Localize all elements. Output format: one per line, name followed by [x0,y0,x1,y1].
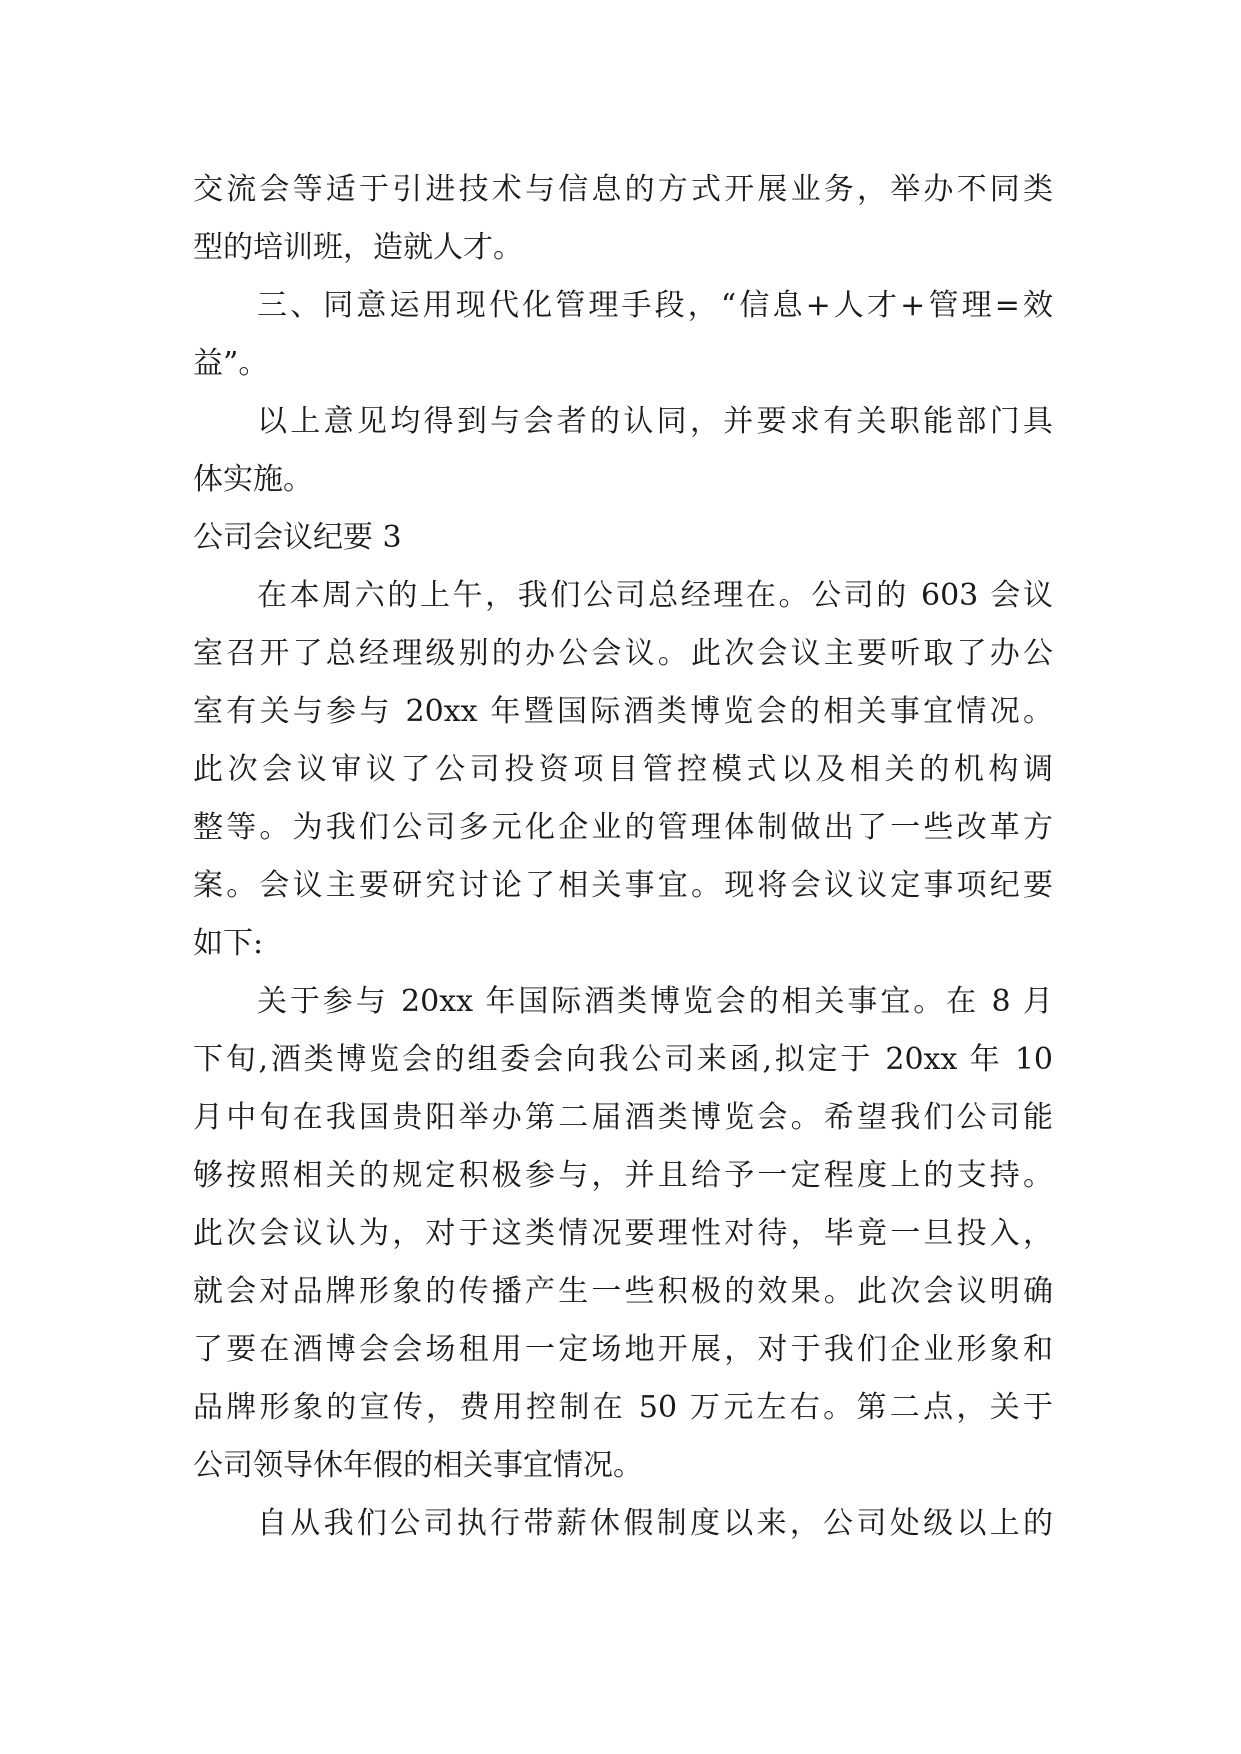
text-line: 月中旬在我国贵阳举办第二届酒类博览会。希望我们公司能 [193,1100,1053,1135]
document-body [193,161,1053,1553]
text-line: 自从我们公司执行带薪休假制度以来，公司处级以上的 [257,1506,1053,1541]
text-line: 如下: [193,926,264,961]
text-line: 益”。 [193,346,269,381]
text-line: 下旬,酒类博览会的组委会向我公司来函,拟定于 20xx 年 10 [193,1042,1053,1077]
text-line: 交流会等适于引进技术与信息的方式开展业务，举办不同类 [193,172,1053,207]
section-heading: 公司会议纪要 3 [193,520,402,555]
text-line: 在本周六的上午，我们公司总经理在。公司的 603 会议 [257,578,1053,613]
text-line: 型的培训班，造就人才。 [193,230,523,265]
text-line: 够按照相关的规定积极参与，并且给予一定程度上的支持。 [193,1158,1053,1193]
text-line: 三、同意运用现代化管理手段，“信息+人才+管理=效 [257,288,1053,323]
text-line: 就会对品牌形象的传播产生一些积极的效果。此次会议明确 [193,1274,1053,1309]
text-line: 此次会议审议了公司投资项目管控模式以及相关的机构调 [193,752,1053,787]
text-line: 此次会议认为，对于这类情况要理性对待，毕竟一旦投入， [193,1216,1053,1251]
text-line: 以上意见均得到与会者的认同，并要求有关职能部门具 [257,404,1053,439]
text-line: 品牌形象的宣传，费用控制在 50 万元左右。第二点，关于 [193,1390,1053,1425]
text-line: 公司领导休年假的相关事宜情况。 [193,1448,643,1483]
text-line: 了要在酒博会会场租用一定场地开展，对于我们企业形象和 [193,1332,1053,1367]
text-line: 案。会议主要研究讨论了相关事宜。现将会议议定事项纪要 [193,868,1053,903]
text-line: 关于参与 20xx 年国际酒类博览会的相关事宜。在 8 月 [257,984,1053,1019]
text-line: 室有关与参与 20xx 年暨国际酒类博览会的相关事宜情况。 [193,694,1053,729]
text-line: 整等。为我们公司多元化企业的管理体制做出了一些改革方 [193,810,1053,845]
text-line: 室召开了总经理级别的办公会议。此次会议主要听取了办公 [193,636,1053,671]
text-line: 体实施。 [193,462,313,497]
